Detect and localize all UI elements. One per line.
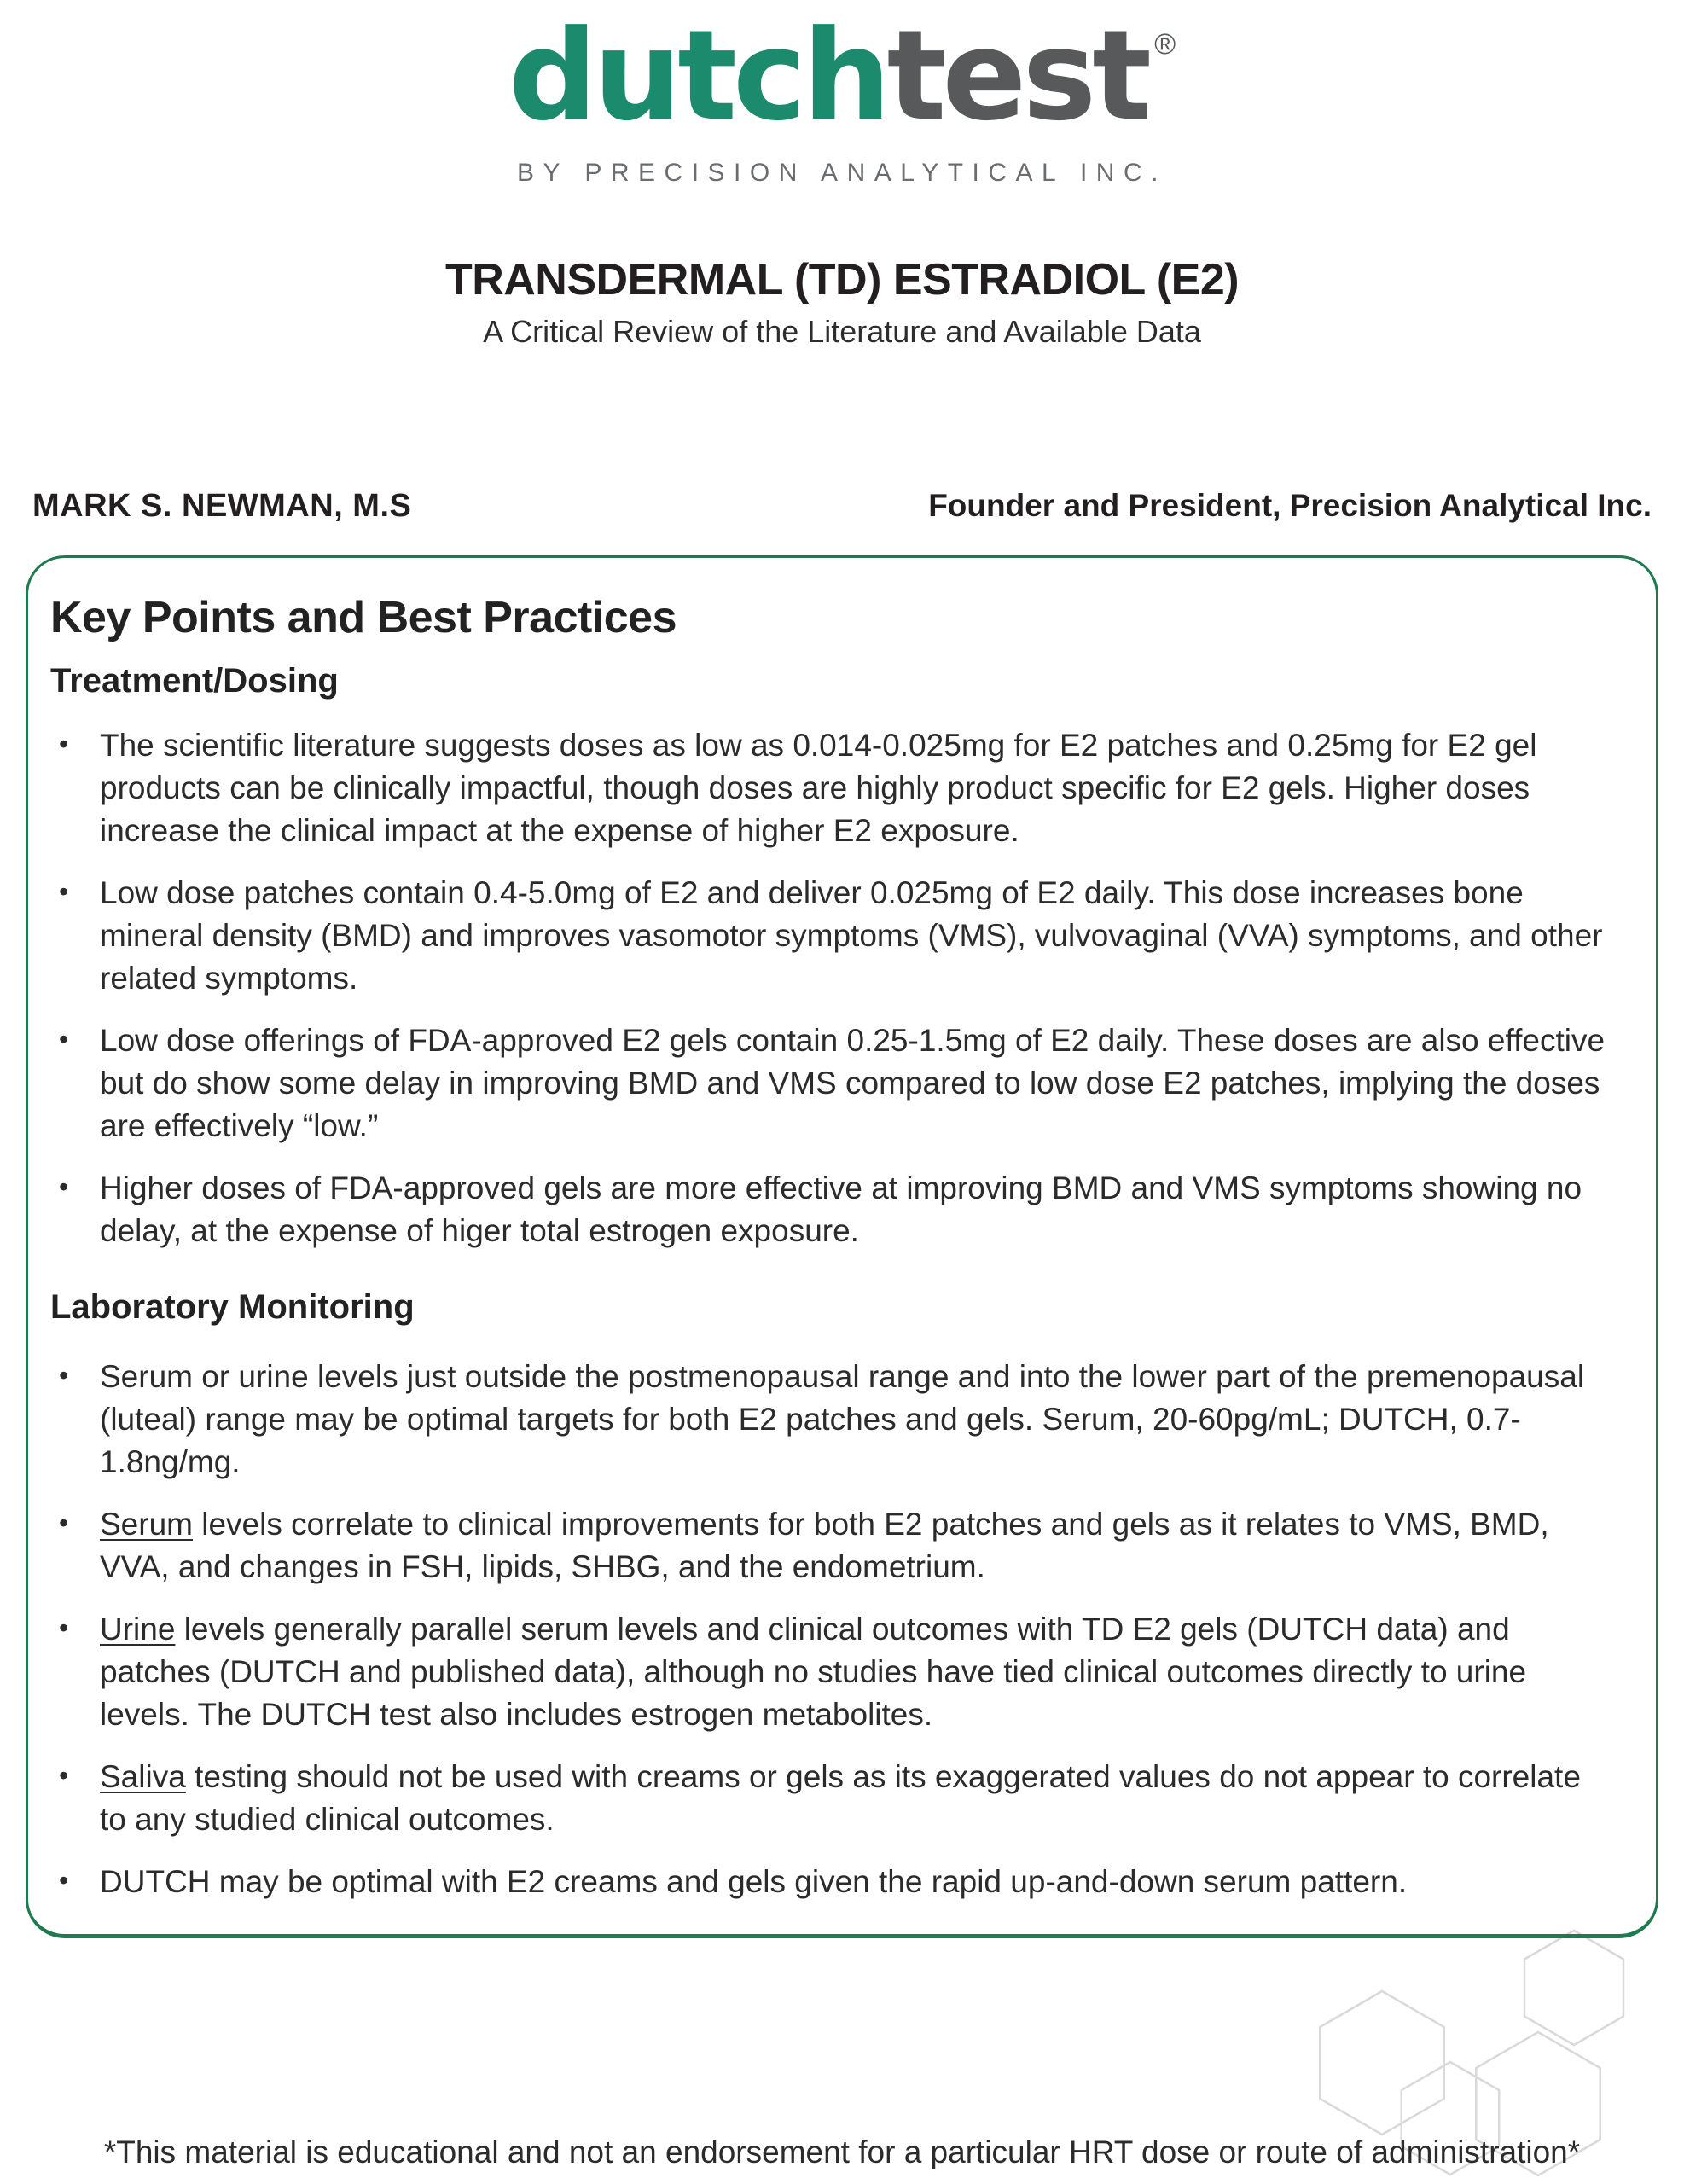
bullet-lead: Saliva	[100, 1758, 186, 1794]
list-item	[50, 1861, 1608, 1903]
bullet-text: The scientific literature suggests doses as low as 0.014-0.025mg for E2 patches and 0.25mg for E2 gel products can be clinically impactful, though doses are highly product specific for E2 gels. Higher doses increase the clinical impact at the expense of higher E2 exposure.	[100, 727, 1537, 848]
list-item	[50, 724, 1608, 852]
list-item	[50, 1608, 1608, 1736]
list-item	[50, 1167, 1608, 1252]
brand-wordmark	[0, 3, 1684, 148]
footer-disclaimer: *This material is educational and not an endorsement for a particular HRT dose or route of administration*	[103, 2135, 1581, 2169]
brand-logo	[0, 0, 1684, 188]
brand-wordmark-primary: dutch	[508, 3, 887, 148]
key-points-title: Key Points and Best Practices	[50, 592, 677, 642]
list-item	[50, 1356, 1608, 1484]
section-heading-treatment-dosing: Treatment/Dosing	[50, 661, 339, 700]
laboratory-monitoring-list	[50, 1356, 1608, 1903]
list-item	[50, 1503, 1608, 1589]
key-points-panel	[26, 555, 1658, 1938]
bullet-text: Low dose patches contain 0.4-5.0mg of E2 and deliver 0.025mg of E2 daily. This dose increases bone mineral density (BMD) and improves vasomotor symptoms (VMS), vulvovaginal (VVA) symptoms, and other related symptoms.	[100, 874, 1603, 996]
page-title: TRANSDERMAL (TD) ESTRADIOL (E2)	[444, 254, 1240, 305]
byline	[0, 488, 1684, 525]
hexagon-icon	[1320, 1991, 1443, 2135]
page-subtitle: A Critical Review of the Literature and Available Data	[483, 313, 1201, 349]
bullet-text: levels generally parallel serum levels and clinical outcomes with TD E2 gels (DUTCH data) and patches (DUTCH and published data), although no studies have tied clinical outcomes directly to urine levels. The DUTCH test also includes estrogen metabolites.	[100, 1611, 1527, 1732]
list-item	[50, 1756, 1608, 1841]
bullet-text: Serum or urine levels just outside the postmenopausal range and into the lower part of the premenopausal (luteal) range may be optimal targets for both E2 patches and gels. Serum, 20-60pg/mL; DUTCH, 0.7-1.8ng/mg.	[100, 1358, 1585, 1479]
bullet-lead: Serum	[100, 1506, 193, 1542]
registered-trademark-icon: ®	[1154, 28, 1176, 61]
bullet-text: Higher doses of FDA-approved gels are more effective at improving BMD and VMS symptoms showing no delay, at the expense of higer total estrogen exposure.	[100, 1170, 1582, 1248]
bullet-text: DUTCH may be optimal with E2 creams and gels given the rapid up-and-down serum pattern.	[100, 1863, 1408, 1899]
brand-tagline: BY PRECISION ANALYTICAL INC.	[517, 158, 1167, 187]
brand-wordmark-secondary: test	[886, 3, 1148, 148]
list-item	[50, 872, 1608, 1000]
section-heading-laboratory-monitoring: Laboratory Monitoring	[50, 1287, 415, 1326]
author-role: Founder and President, Precision Analytical Inc.	[928, 487, 1652, 523]
bullet-text: levels correlate to clinical improvements for both E2 patches and gels as it relates to VMS, BMD, VVA, and changes in FSH, lipids, SHBG, and the endometrium.	[100, 1506, 1549, 1584]
list-item	[50, 1019, 1608, 1147]
treatment-dosing-list	[50, 724, 1608, 1252]
bullet-lead: Urine	[100, 1611, 176, 1647]
author-name: MARK S. NEWMAN, M.S	[32, 487, 412, 524]
hexagon-icon	[1524, 1931, 1623, 2045]
bullet-text: testing should not be used with creams or gels as its exaggerated values do not appear to correlate to any studied clinical outcomes.	[100, 1758, 1581, 1837]
bullet-text: Low dose offerings of FDA-approved E2 gels contain 0.25-1.5mg of E2 daily. These doses are also effective but do show some delay in improving BMD and VMS compared to low dose E2 patches, implying the doses are effectively “low.”	[100, 1022, 1606, 1143]
